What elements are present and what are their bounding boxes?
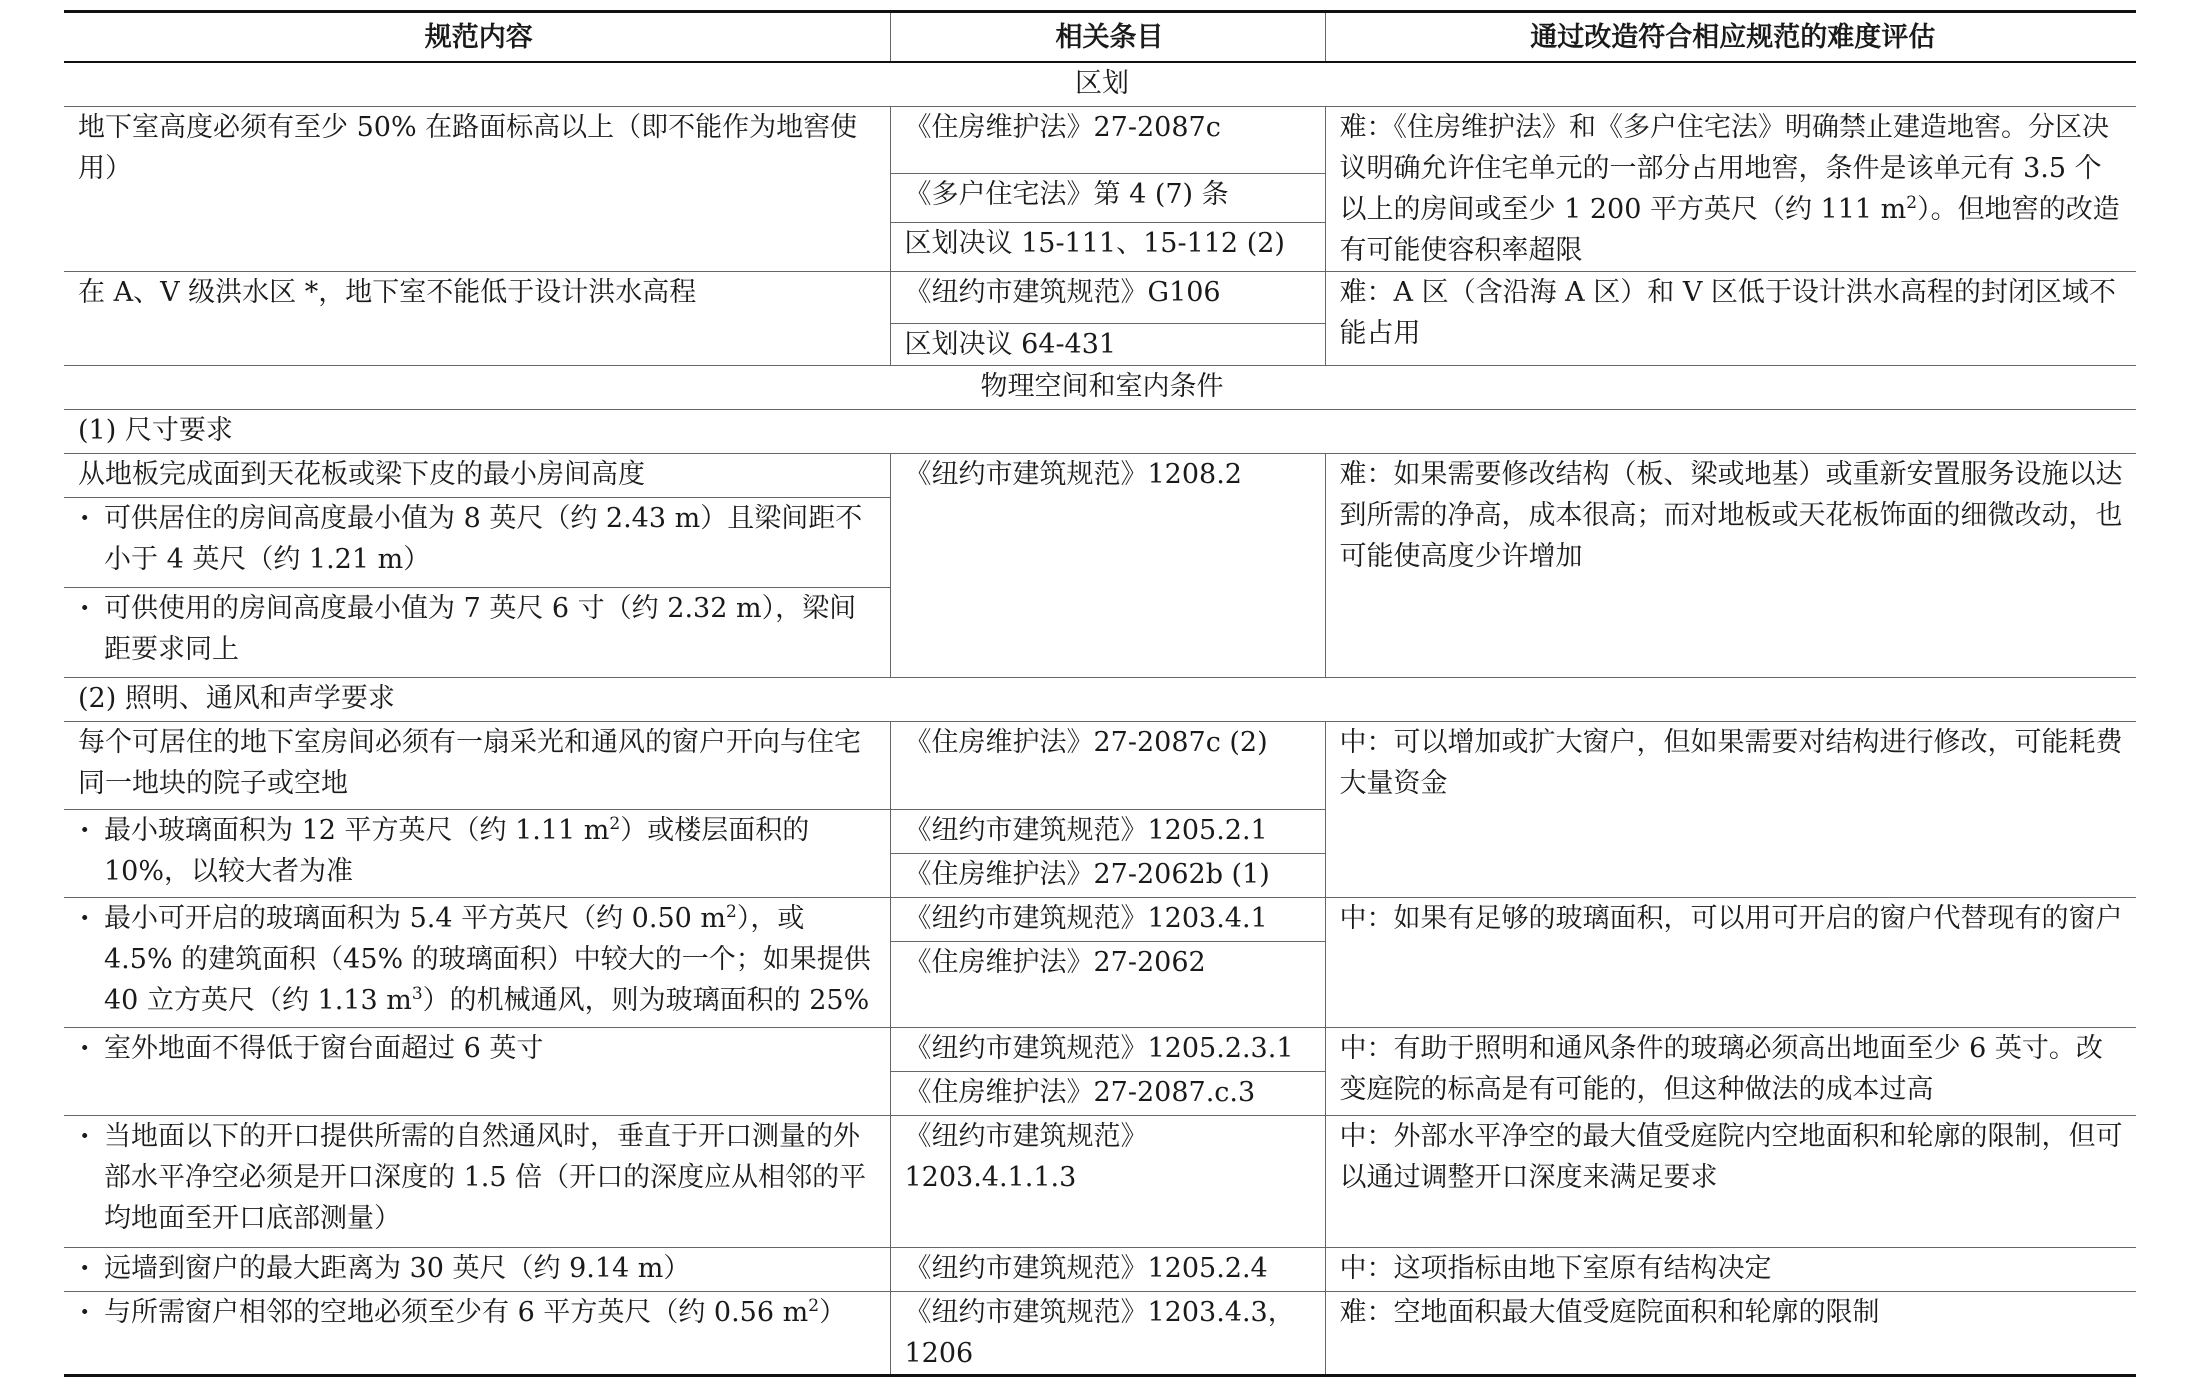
- subsection-row: [64, 677, 2136, 721]
- subsection-row: [64, 409, 2136, 453]
- reference-cell: 《住房维护法》27-2087c: [890, 106, 1325, 173]
- table-row: [64, 106, 2136, 173]
- header-content: 规范内容: [64, 12, 890, 63]
- section-row: [64, 365, 2136, 409]
- table-row: [64, 271, 2136, 323]
- reference-cell: 《住房维护法》27-2062: [890, 941, 1325, 1027]
- reference-cell: 《住房维护法》27-2087.c.3: [890, 1071, 1325, 1115]
- header-difficulty: 通过改造符合相应规范的难度评估: [1325, 12, 2136, 63]
- reference-cell: 《住房维护法》27-2087c (2): [890, 721, 1325, 809]
- reference-cell: 《纽约市建筑规范》1205.2.3.1: [890, 1027, 1325, 1071]
- table-row: [64, 453, 2136, 497]
- evaluation-cell: 难：空地面积最大值受庭院面积和轮廓的限制: [1325, 1291, 2136, 1375]
- table-row: [64, 721, 2136, 809]
- bullet-item: · 可供使用的房间高度最小值为 7 英尺 6 寸（约 2.32 m），梁间距要求同上: [64, 587, 890, 677]
- table-header-row: [64, 12, 2136, 63]
- evaluation-cell: 难：《住房维护法》和《多户住宅法》明确禁止建造地窖。分区决议明确允许住宅单元的一部分占用地窖，条件是该单元有 3.5 个以上的房间或至少 1 200 平方英尺（约 111 $m^2$）。但地窖的改造有可能使容积率超限: [1325, 106, 2136, 271]
- content-cell: 地下室高度必须有至少 50% 在路面标高以上（即不能作为地窖使用）: [64, 106, 890, 271]
- building-code-table: [64, 10, 2136, 1377]
- table-row: [64, 1247, 2136, 1291]
- section-physical: 物理空间和室内条件: [64, 365, 2136, 409]
- header-reference: 相关条目: [890, 12, 1325, 63]
- bullet-item: · 可供居住的房间高度最小值为 8 英尺（约 2.43 m）且梁间距不小于 4 英尺（约 1.21 m）: [64, 497, 890, 587]
- reference-cell: 区划决议 64-431: [890, 323, 1325, 365]
- reference-cell: 《纽约市建筑规范》1205.2.1: [890, 809, 1325, 853]
- reference-cell: 《纽约市建筑规范》1208.2: [890, 453, 1325, 677]
- table-row: [64, 1291, 2136, 1375]
- evaluation-cell: 中：如果有足够的玻璃面积，可以用可开启的窗户代替现有的窗户: [1325, 897, 2136, 1027]
- bullet-item: · 与所需窗户相邻的空地必须至少有 6 平方英尺（约 0.56 $m^2$）: [64, 1291, 890, 1375]
- reference-cell: 《住房维护法》27-2062b (1): [890, 853, 1325, 897]
- table-row: [64, 1027, 2136, 1071]
- bullet-item: · 当地面以下的开口提供所需的自然通风时，垂直于开口测量的外部水平净空必须是开口深度的 1.5 倍（开口的深度应从相邻的平均地面至开口底部测量）: [64, 1115, 890, 1247]
- evaluation-cell: 难：如果需要修改结构（板、梁或地基）或重新安置服务设施以达到所需的净高，成本很高；而对地板或天花板饰面的细微改动，也可能使高度少许增加: [1325, 453, 2136, 677]
- evaluation-cell: 中：可以增加或扩大窗户，但如果需要对结构进行修改，可能耗费大量资金: [1325, 721, 2136, 897]
- bullet-item: · 最小玻璃面积为 12 平方英尺（约 1.11 $m^2$）或楼层面积的 10%，以较大者为准: [64, 809, 890, 897]
- reference-cell: 《纽约市建筑规范》1203.4.3，1206: [890, 1291, 1325, 1375]
- reference-cell: 《纽约市建筑规范》G106: [890, 271, 1325, 323]
- bullet-item: · 室外地面不得低于窗台面超过 6 英寸: [64, 1027, 890, 1115]
- evaluation-cell: 中：有助于照明和通风条件的玻璃必须高出地面至少 6 英寸。改变庭院的标高是有可能的，但这种做法的成本过高: [1325, 1027, 2136, 1115]
- reference-cell: 《纽约市建筑规范》1205.2.4: [890, 1247, 1325, 1291]
- subsection-lighting: (2) 照明、通风和声学要求: [64, 677, 2136, 721]
- content-cell: 从地板完成面到天花板或梁下皮的最小房间高度: [64, 453, 890, 497]
- table-row: [64, 897, 2136, 941]
- subsection-dimension: (1) 尺寸要求: [64, 409, 2136, 453]
- evaluation-cell: 难：A 区（含沿海 A 区）和 V 区低于设计洪水高程的封闭区域不能占用: [1325, 271, 2136, 365]
- table-row: [64, 1115, 2136, 1247]
- bullet-item: · 远墙到窗户的最大距离为 30 英尺（约 9.14 m）: [64, 1247, 890, 1291]
- evaluation-cell: 中：外部水平净空的最大值受庭院内空地面积和轮廓的限制，但可以通过调整开口深度来满足要求: [1325, 1115, 2136, 1247]
- content-cell: 在 A、V 级洪水区 *，地下室不能低于设计洪水高程: [64, 271, 890, 365]
- reference-cell: 《纽约市建筑规范》1203.4.1: [890, 897, 1325, 941]
- reference-cell: 《多户住宅法》第 4 (7) 条: [890, 173, 1325, 222]
- section-zoning: 区划: [64, 62, 2136, 106]
- content-cell: 每个可居住的地下室房间必须有一扇采光和通风的窗户开向与住宅同一地块的院子或空地: [64, 721, 890, 809]
- section-row: [64, 62, 2136, 106]
- reference-cell: 《纽约市建筑规范》1203.4.1.1.3: [890, 1115, 1325, 1247]
- evaluation-cell: 中：这项指标由地下室原有结构决定: [1325, 1247, 2136, 1291]
- bullet-item: · 最小可开启的玻璃面积为 5.4 平方英尺（约 0.50 $m^2$），或 4.5% 的建筑面积（45% 的玻璃面积）中较大的一个；如果提供 40 立方英尺（约 1.13 $m^3$）的机械通风，则为玻璃面积的 25%: [64, 897, 890, 1027]
- reference-cell: 区划决议 15-111、15-112 (2): [890, 222, 1325, 271]
